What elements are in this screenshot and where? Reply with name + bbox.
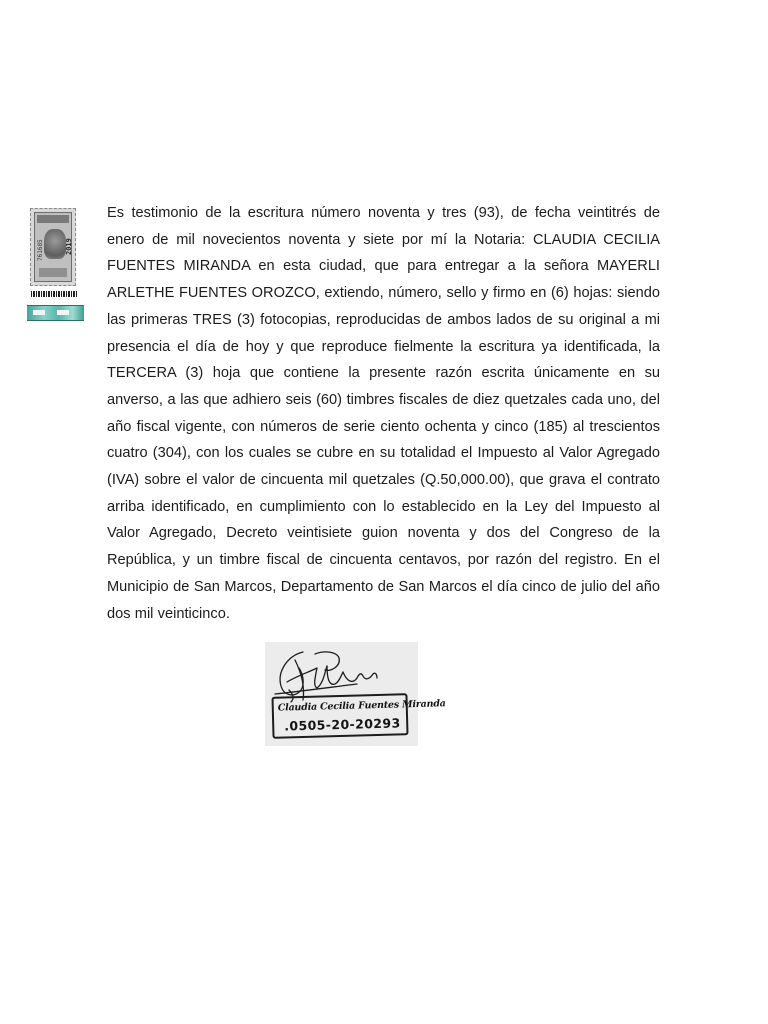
stamp-emblem-icon: [44, 229, 66, 259]
stamp-serial: 761685: [37, 239, 44, 261]
barcode-icon: [31, 291, 77, 297]
signature-seal: [265, 642, 446, 746]
testimony-paragraph: Es testimonio de la escritura número noventa y tres (93), de fecha veintitrés de enero de mil novecientos noventa y siete por mí la Notaria: CLAUDIA CECILIA FUENTES MIRANDA en esta ciudad, que para entregar a la señora MAYERLI ARLETHE FUENTES OROZCO, extiendo, número, sello y firmo en (6) hojas: siendo las primeras TRES (3) fotocopias, reproducidas de ambos lados de su original a mi presencia el día de hoy y que reproduce fielmente la escritura ya identificada, la TERCERA (3) hoja que contiene la presente razón escrita únicamente en su anverso, a las que adhiero seis (60) timbres fiscales de diez quetzales cada uno, del año fiscal vigente, con números de serie ciento ochenta y cinco (185) al trescientos cuatro (304), con los cuales se cubre en su totalidad el Impuesto al Valor Agregado (IVA) sobre el valor de cincuenta mil quetzales (Q.50,000.00), que grava el contrato arriba identificado, en cumplimiento con lo establecido en la Ley del Impuesto al Valor Agregado, Decreto veintisiete guion noventa y dos del Congreso de la República, y un timbre fiscal de cincuenta centavos, por razón del registro. En el Municipio de San Marcos, Departamento de San Marcos el día cinco de julio del año dos mil veinticinco.: [107, 205, 660, 622]
fiscal-stamp: [27, 208, 84, 323]
notary-number: .0505-20-20293: [284, 715, 401, 734]
notary-stamp-box: [271, 693, 446, 739]
stamp-year: 2019: [65, 238, 73, 255]
fiscal-stamp-image: [30, 208, 76, 286]
notary-name: Claudia Cecilia Fuentes Miranda: [277, 698, 446, 714]
fiscal-stamp-strip: [27, 305, 84, 321]
